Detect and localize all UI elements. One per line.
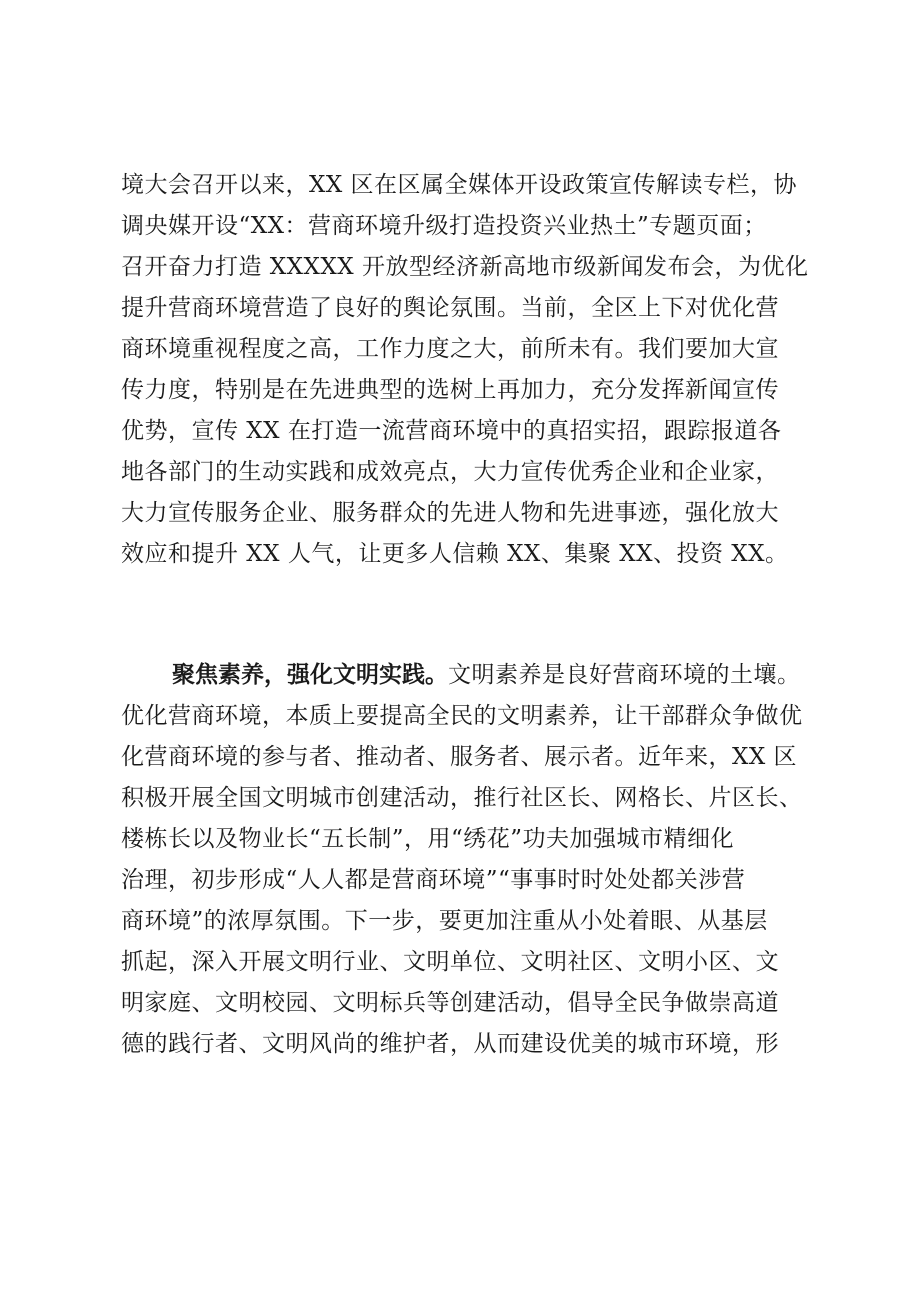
paragraph-2-line: 积极开展全国文明城市创建活动，推行社区长、网格长、片区长、 [121, 785, 803, 811]
paragraph-2-line: 德的践行者、文明风尚的维护者，从而建设优美的城市环境，形 [121, 1031, 779, 1057]
paragraph-2-line: 楼栋长以及物业长“五长制”，用“绣花”功夫加强城市精细化 [121, 826, 735, 852]
paragraph-2-line: 化营商环境的参与者、推动者、服务者、展示者。近年来，XX 区 [121, 744, 798, 770]
paragraph-1-line: 商环境重视程度之高，工作力度之大，前所未有。我们要加大宣 [121, 336, 779, 362]
paragraph-1-line: 传力度，特别是在先进典型的选树上再加力，充分发挥新闻宣传 [121, 377, 779, 403]
paragraph-2-line: 明家庭、文明校园、文明标兵等创建活动，倡导全民争做崇高道 [121, 990, 779, 1016]
paragraph-1-line: 召开奋力打造 XXXXX 开放型经济新高地市级新闻发布会，为优化 [121, 254, 809, 280]
paragraph-1-line: 效应和提升 XX 人气，让更多人信赖 XX、集聚 XX、投资 XX。 [121, 541, 789, 567]
paragraph-2-first-line-text: 文明素养是良好营商环境的土壤。 [448, 662, 801, 688]
paragraph-heading: 聚焦素养，强化文明实践。 [172, 661, 448, 688]
paragraph-1-line: 调央媒开设“XX：营商环境升级打造投资兴业热土”专题页面； [121, 213, 767, 239]
paragraph-2-line: 治理，初步形成“人人都是营商环境”“事事时时处处都关涉营 [121, 867, 746, 893]
paragraph-1-line: 地各部门的生动实践和成效亮点，大力宣传优秀企业和企业家， [121, 459, 779, 485]
paragraph-1-line: 大力宣传服务企业、服务群众的先进人物和先进事迹，强化放大 [121, 500, 779, 526]
paragraph-1-line: 境大会召开以来，XX 区在区属全媒体开设政策宣传解读专栏，协 [121, 172, 798, 198]
paragraph-2-line: 优化营商环境，本质上要提高全民的文明素养，让干部群众争做优 [121, 703, 803, 729]
paragraph-2-first-line [172, 659, 801, 691]
paragraph-1-line: 提升营商环境营造了良好的舆论氛围。当前，全区上下对优化营 [121, 295, 779, 321]
paragraph-2-line: 商环境”的浓厚氛围。下一步，要更加注重从小处着眼、从基层 [121, 908, 768, 934]
paragraph-2-line: 抓起，深入开展文明行业、文明单位、文明社区、文明小区、文 [121, 949, 779, 975]
paragraph-1-line: 优势，宣传 XX 在打造一流营商环境中的真招实招，跟踪报道各 [121, 418, 782, 444]
